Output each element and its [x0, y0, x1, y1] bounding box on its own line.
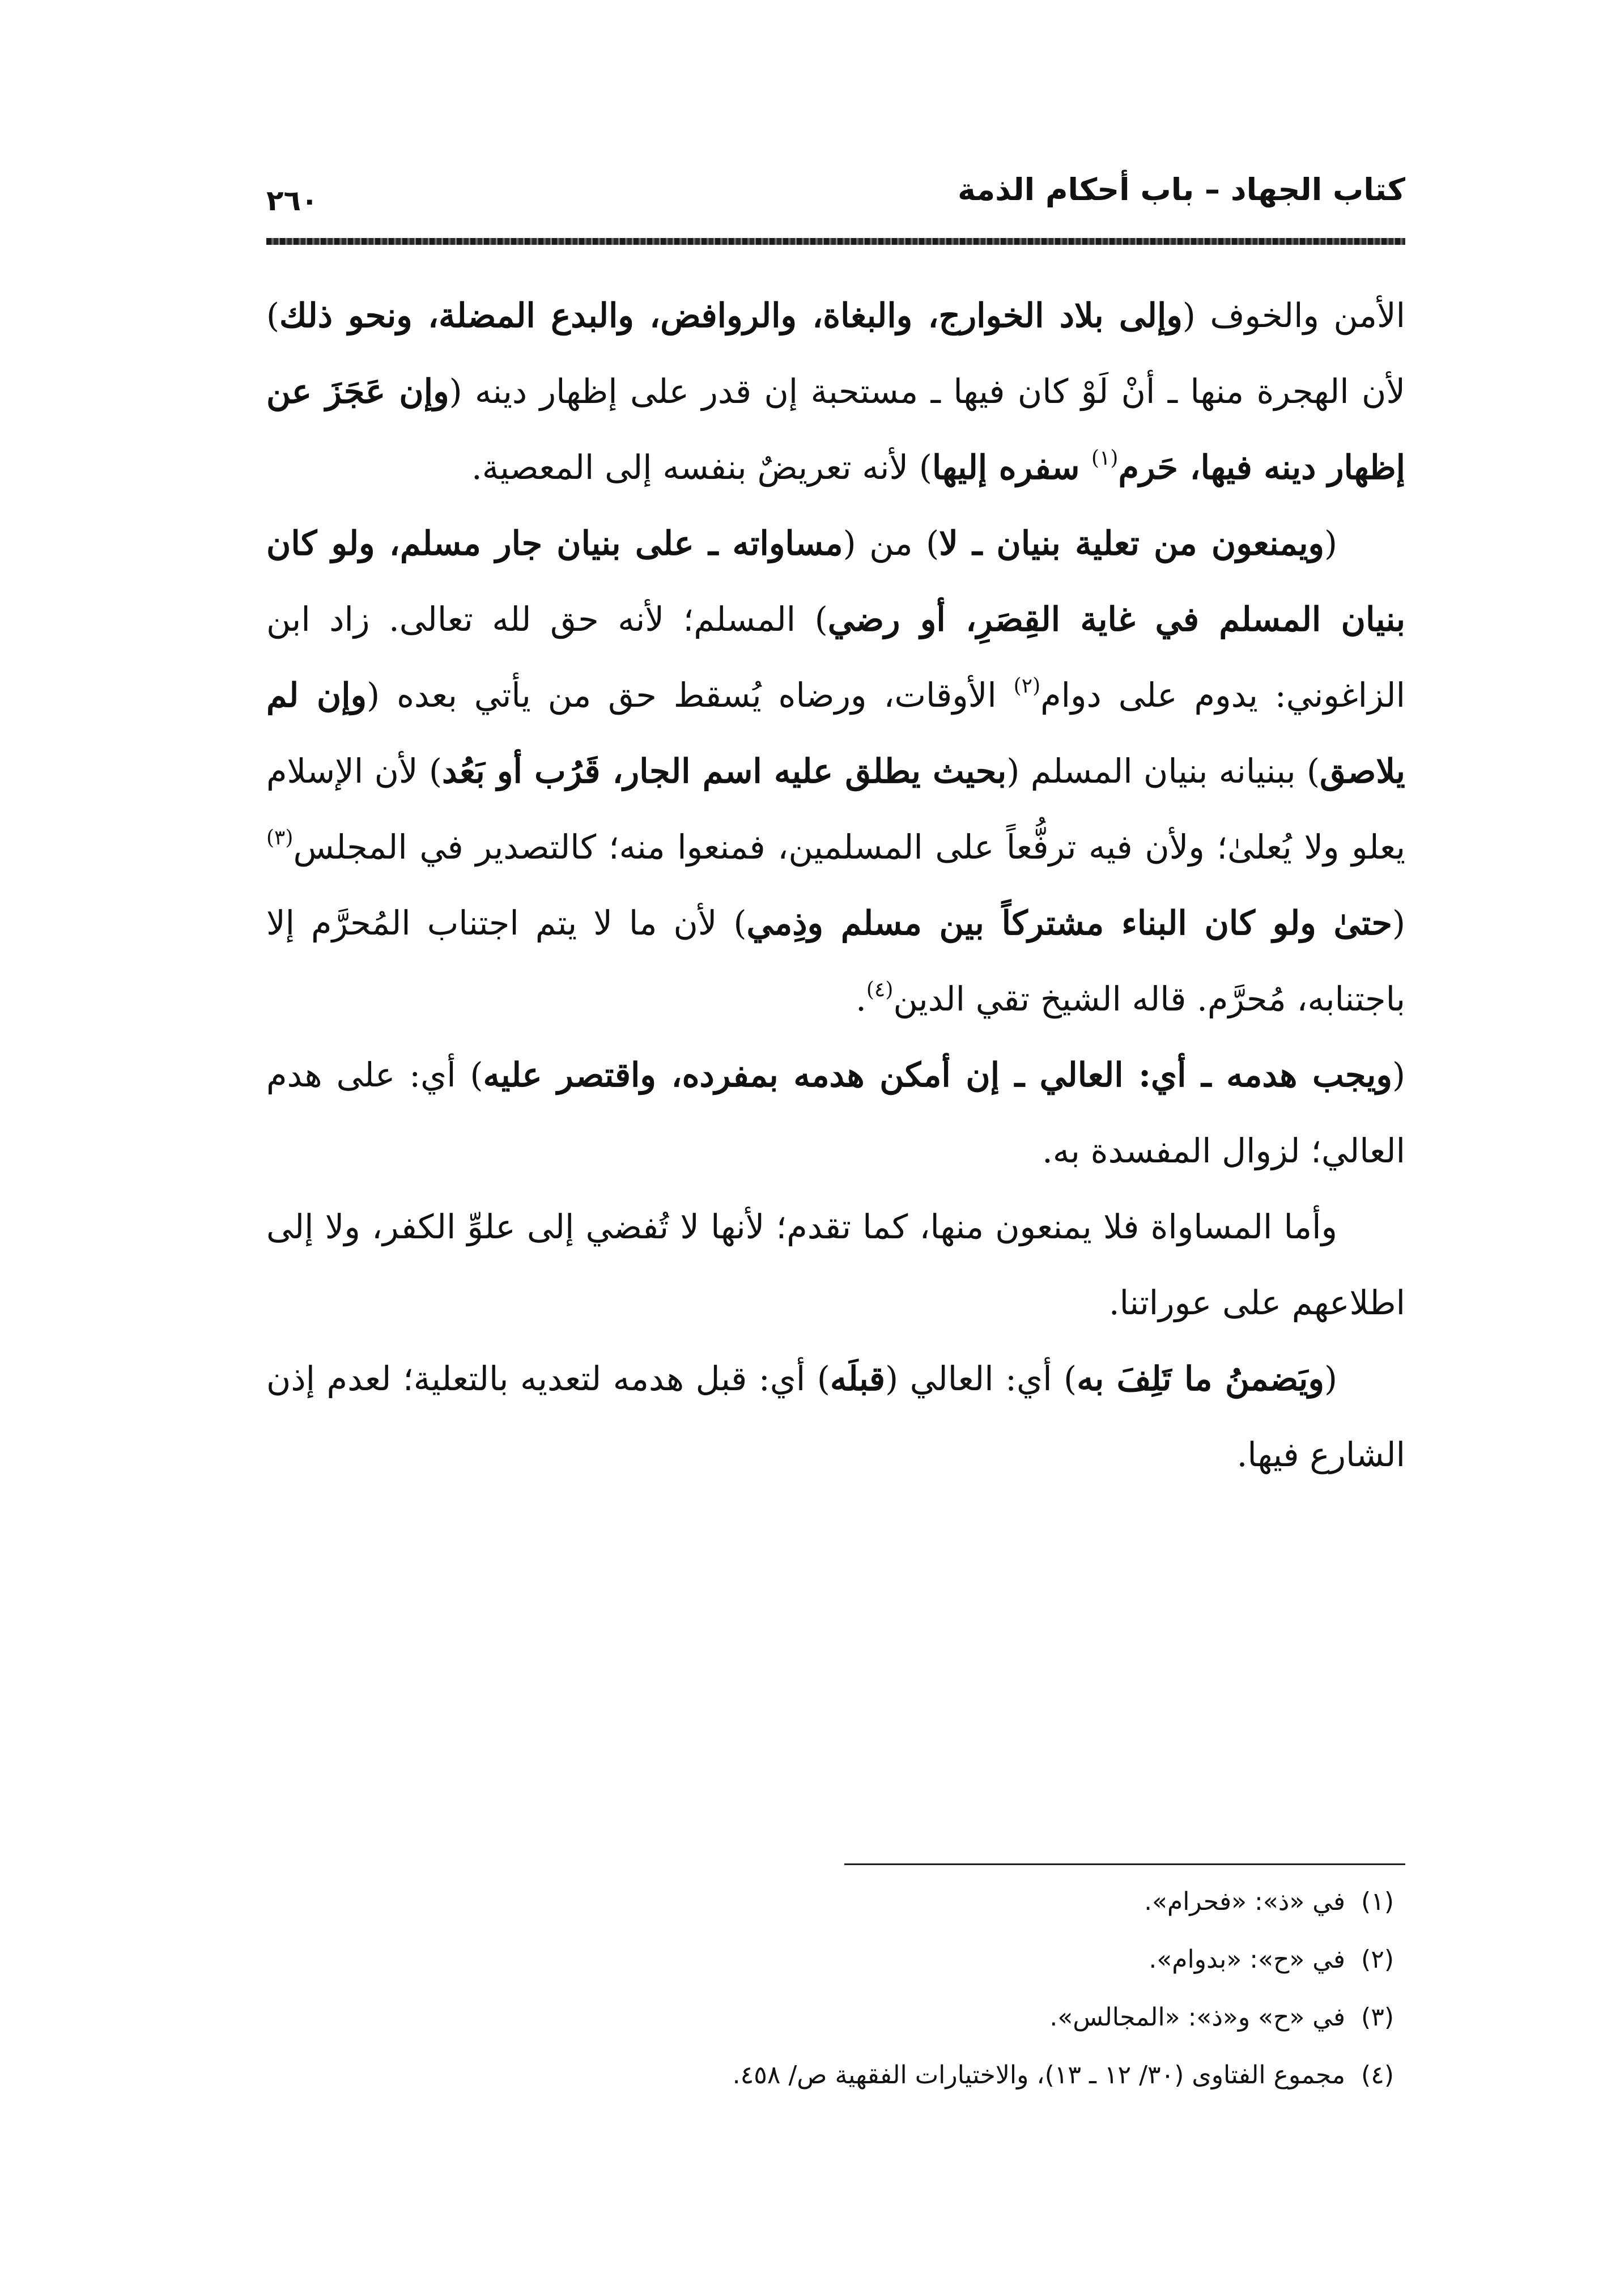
commentary-text: (	[1324, 1359, 1337, 1398]
footnote-text: في «ذ»: «فحرام».	[1144, 1887, 1346, 1916]
footnote-text: في «ح» و«ذ»: «المجالس».	[1049, 2003, 1346, 2032]
running-header-title: كتاب الجهاد – باب أحكام الذمة	[958, 172, 1405, 207]
commentary-text: (	[1392, 1055, 1405, 1094]
commentary-text: ) أي: قبل هدمه لتعديه بالتعلية؛ لعدم إذن الشارع فيها.	[266, 1359, 1405, 1474]
footnote-3	[266, 1989, 1394, 2046]
commentary-text: ) لأن الإسلام يعلو ولا يُعلىٰ؛ ولأن فيه ترفُّعاً على المسلمين، فمنعوا منه؛ كالتصدير في المجلس	[266, 751, 1405, 867]
matn-text: بحيث يطلق عليه اسم الجار، قَرُب أو بَعُد	[442, 751, 1007, 791]
commentary-text: وأما المساواة فلا يمنعون منها، كما تقدم؛ لأنها لا تُفضي إلى علوِّ الكفر، ولا إلى اطلاعهم على عوراتنا.	[266, 1207, 1405, 1322]
paragraph-p2	[266, 506, 1405, 1037]
commentary-text: ) المسلم؛ لأنه حق لله تعالى. زاد ابن الزاغوني: يدوم على دوام	[266, 600, 1405, 715]
footnote-number: (٣)	[1361, 2003, 1394, 2032]
commentary-text: الأوقات، ورضاه يُسقط حق من يأتي بعده (	[367, 676, 1014, 715]
commentary-text: ) لأنه تعريضٌ بنفسه إلى المعصية.	[471, 448, 932, 487]
matn-text: ويجب هدمه ـ أي: العالي ـ إن أمكن هدمه بمفرده، واقتصر عليه	[483, 1055, 1392, 1094]
main-text	[266, 278, 1405, 1493]
footnote-reference: (١)	[1091, 447, 1119, 470]
commentary-text: ) ببنيانه بنيان المسلم (	[1006, 751, 1320, 791]
page-header	[266, 164, 1405, 232]
matn-text: حتىٰ ولو كان البناء مشتركاً بين مسلم وذِمي	[746, 903, 1392, 942]
footnote-number: (٢)	[1361, 1945, 1394, 1974]
page-number: ٢٦٠	[266, 184, 318, 217]
commentary-text: (	[1324, 524, 1338, 563]
paragraph-p1	[266, 278, 1405, 506]
paragraph-p5	[266, 1341, 1405, 1493]
commentary-text: ) أي: على هدم العالي؛ لزوال المفسدة به.	[266, 1055, 1405, 1170]
footnote-4	[266, 2046, 1394, 2104]
footnote-2	[266, 1931, 1394, 1989]
matn-text: وإن لم يلاصق	[266, 676, 1405, 791]
footnote-text: مجموع الفتاوى (٣٠/ ١٢ ـ ١٣)، والاختيارات الفقهية ص/ ٤٥٨.	[732, 2061, 1346, 2090]
footnote-number: (١)	[1361, 1887, 1394, 1916]
footnote-text: في «ح»: «بدوام».	[1149, 1945, 1346, 1974]
footnote-divider	[844, 1863, 1405, 1865]
header-divider	[266, 238, 1405, 245]
footnote-number: (٤)	[1361, 2061, 1394, 2090]
footnote-reference: (٢)	[1013, 674, 1041, 698]
commentary-text: .	[856, 979, 866, 1018]
matn-text: وإلى بلاد الخوارج، والبغاة، والروافض، والبدع المضلة، ونحو ذلك	[279, 296, 1183, 335]
matn-text: مساواته ـ على بنيان جار مسلم، ولو كان بنيان المسلم في غاية القِصَرِ، أو رضي	[266, 524, 1405, 639]
paragraph-p3	[266, 1037, 1405, 1189]
commentary-text: (	[1392, 903, 1405, 942]
matn-text: ويَضمنُ ما تَلِفَ به	[1077, 1359, 1324, 1398]
footnotes	[266, 1873, 1394, 2104]
paragraph-p4	[266, 1189, 1405, 1341]
commentary-text: ) لأن ما لا يتم اجتناب المُحرَّم إلا باجتنابه، مُحرَّم. قاله الشيخ تقي الدين	[266, 903, 1405, 1018]
commentary-text: ) لأن الهجرة منها ـ أنْ لَوْ كان فيها ـ مستحبة إن قدر على إظهار دينه (	[266, 296, 1405, 411]
commentary-text: ) أي: العالي (	[885, 1359, 1077, 1398]
matn-text: ويمنعون من تعلية بنيان ـ لا	[939, 524, 1324, 563]
footnote-1	[266, 1873, 1394, 1931]
footnote-reference: (٤)	[866, 978, 894, 1002]
commentary-text: الأمن والخوف (	[1182, 296, 1405, 335]
commentary-text: ) من (	[843, 524, 939, 563]
matn-text: سفره إليها	[932, 448, 1092, 487]
matn-text: قبلَه	[830, 1359, 886, 1398]
matn-text: وإن عَجَزَ عن إظهار دينه فيها، حَرم	[266, 372, 1405, 487]
footnote-reference: (٣)	[266, 826, 294, 850]
